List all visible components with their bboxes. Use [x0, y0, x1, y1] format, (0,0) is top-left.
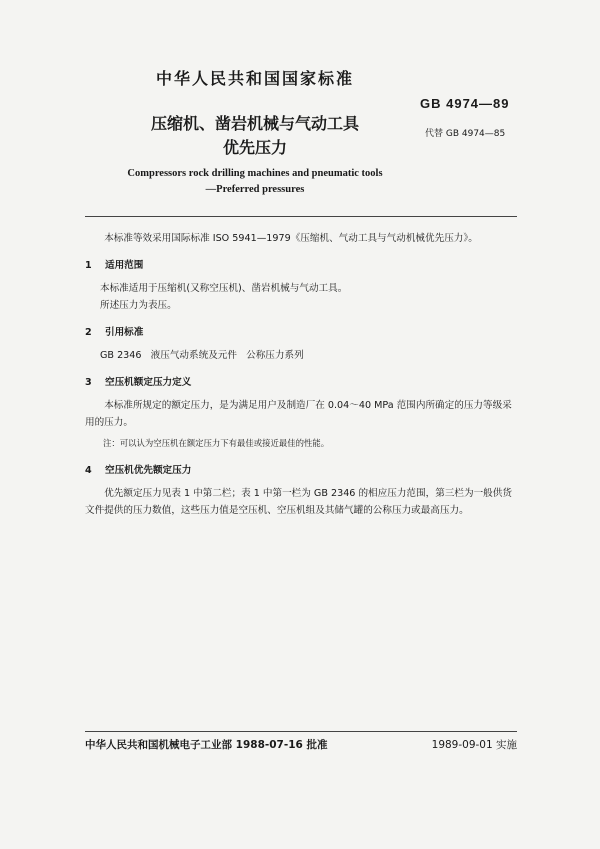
section-4-heading: [85, 462, 517, 479]
intro-paragraph: 本标准等效采用国际标准 ISO 5941—1979《压缩机、气动工具与气动机械优先压力》。: [104, 233, 478, 244]
section-2-number: 2: [85, 327, 92, 338]
section-1-title: 适用范围: [105, 260, 144, 271]
chinese-title-line2: 优先压力: [222, 138, 287, 157]
section-3-title: 空压机额定压力定义: [105, 377, 192, 388]
replaces-note: 代替 GB 4974—85: [425, 129, 506, 139]
english-title-line1: Compressors rock drilling machines and pneumatic tools: [127, 168, 383, 179]
national-standard-label: 中华人民共和国国家标准: [155, 69, 354, 88]
section-4-number: 4: [85, 465, 92, 476]
section-2-heading: [85, 324, 517, 341]
section-2-title: 引用标准: [105, 327, 144, 338]
section-4-title: 空压机优先额定压力: [105, 465, 192, 476]
section-3-note: 注：可以认为空压机在额定压力下有最佳或接近最佳的性能。: [103, 438, 330, 448]
chinese-title-line1: 压缩机、凿岩机械与气动工具: [150, 114, 359, 133]
bottom-divider: [85, 731, 517, 732]
top-divider: [85, 216, 517, 217]
english-title: [0, 166, 510, 198]
approval-line: 中华人民共和国机械电子工业部 1988-07-16 批准: [85, 739, 328, 751]
section-3-number: 3: [85, 377, 92, 388]
section-1-heading: [85, 257, 517, 274]
section-2-line1: GB 2346 液压气动系统及元件 公称压力系列: [100, 350, 304, 361]
implementation-date: 1989-09-01 实施: [431, 739, 517, 751]
section-1-number: 1: [85, 260, 92, 271]
standard-number: GB 4974—89: [420, 96, 510, 111]
english-title-line2: —Preferred pressures: [205, 184, 305, 195]
section-3-heading: [85, 374, 517, 391]
section-1-line1: 本标准适用于压缩机(又称空压机)、凿岩机械与气动工具。: [100, 283, 348, 294]
document-body: [85, 230, 517, 519]
section-1-line2: 所述压力为表压。: [100, 300, 177, 311]
section-3-text: 本标准所规定的额定压力，是为满足用户及制造厂在 0.04～40 MPa 范围内所确定的压力等级采用的压力。: [85, 400, 512, 428]
chinese-title: [0, 112, 510, 160]
section-4-text: 优先额定压力见表 1 中第二栏；表 1 中第一栏为 GB 2346 的相应压力范围，第三栏为一般供货文件提供的压力数值，这些压力值是空压机、空压机组及其储气罐的公称压力或最高压力。: [85, 488, 512, 516]
